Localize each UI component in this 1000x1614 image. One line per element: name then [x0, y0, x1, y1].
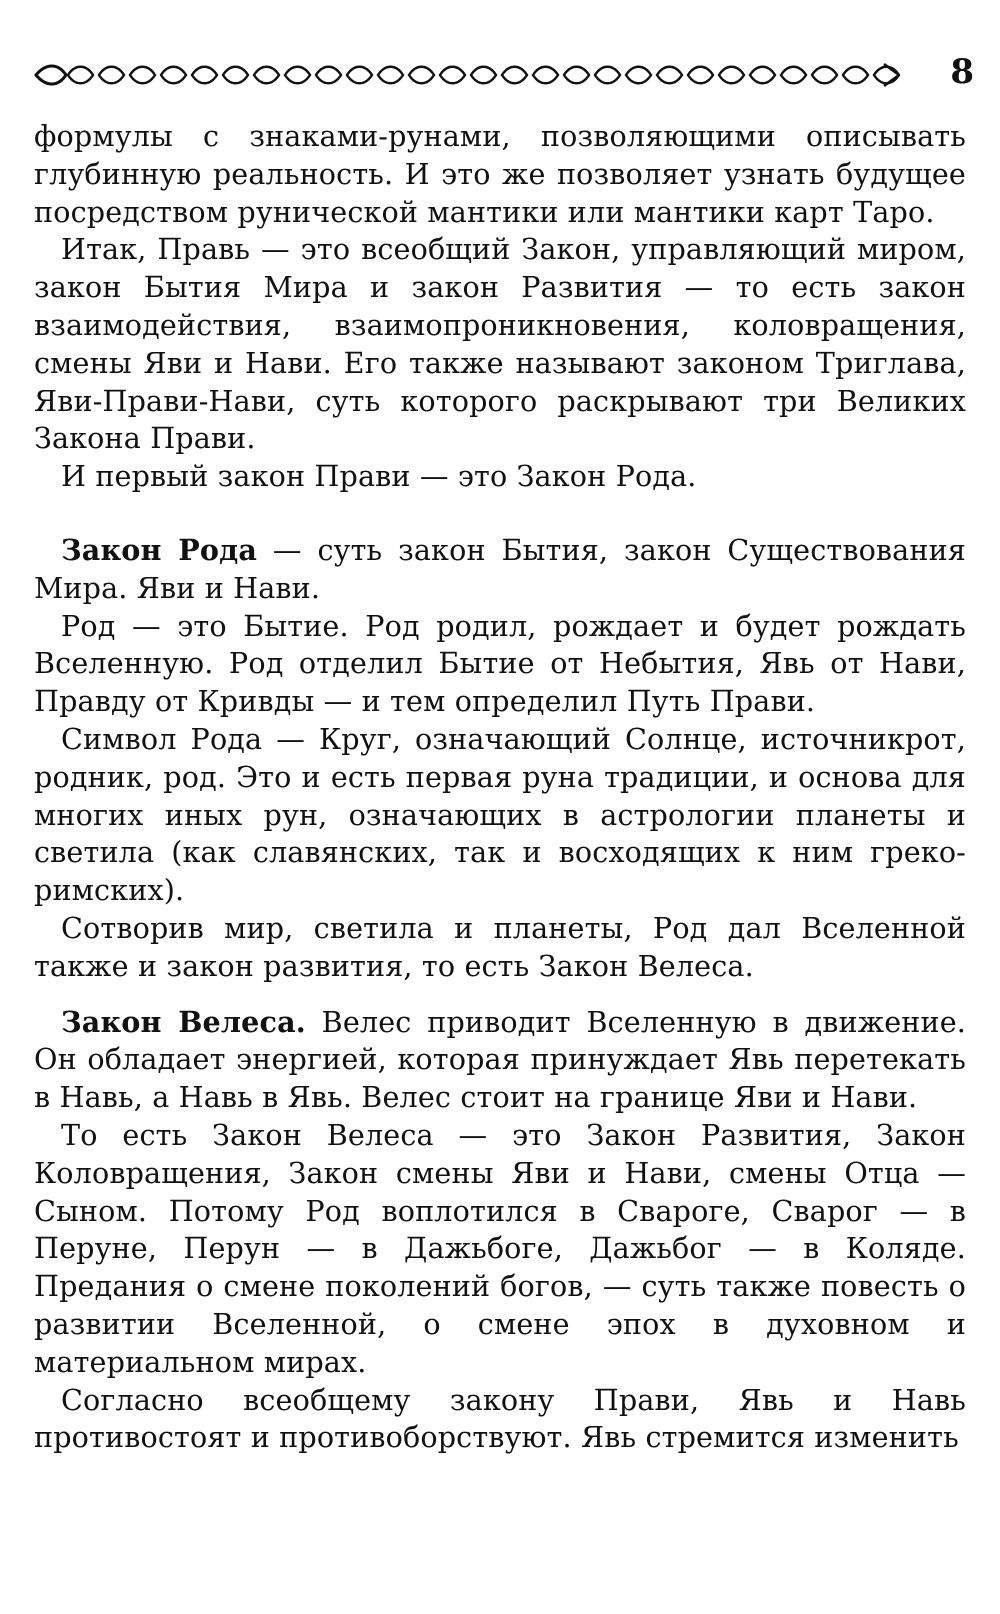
ornament-link [533, 67, 558, 84]
ornament-link [254, 67, 279, 84]
ornament-link [812, 67, 837, 84]
ornament-link [409, 67, 434, 84]
paragraph-10: Согласно всеобщему закону Прави, Явь и Навь противостоят и противоборствуют. Явь стремится изменить [34, 1382, 966, 1455]
ornament-link [595, 67, 620, 84]
ornament-link [471, 67, 496, 84]
page-number: 8 [950, 52, 974, 92]
paragraph-2: Итак, Правь — это всеобщий Закон, управляющий миром, закон Бытия Мира и закон Развития — то есть закон взаимодействия, взаимопроникновения, коловращения, смены Яви и Нави. Его также называют законом Триглава, Яви-Прави-Нави, суть которого раскрывают три Великих Закона Прави. [34, 232, 966, 456]
page-body [34, 118, 966, 1457]
ornament-link [68, 67, 93, 84]
ornament-link [130, 67, 155, 84]
ornament-link [688, 67, 713, 84]
paragraph-3: И первый закон Прави — это Закон Рода. [61, 459, 697, 494]
ornament-link [316, 67, 341, 84]
ornament-border-icon [34, 58, 904, 92]
ornament-links [68, 64, 899, 86]
section-rod-text: — суть закон Бытия, закон Существования Мира. Яви и Нави. [34, 532, 966, 605]
paragraph-9: То есть Закон Велеса — это Закон Развития, Закон Коловращения, Закон смены Яви и Нави, смены Отца — Сыном. Потому Род воплотился в Свароге, Сварог — в Перуне, Перун — в Дажьбоге, Дажьбог — в Коляде. Предания о смене поколений богов, — суть также повесть о развитии Вселенной, о смене эпох в духовном и материальном мирах. [34, 1117, 966, 1379]
ornament-link [161, 67, 186, 84]
ornament-link [564, 67, 589, 84]
ornament-link [99, 67, 124, 84]
ornament-link [192, 67, 217, 84]
paragraph-6: Символ Рода — Круг, означающий Солнце, источникрот, родник, род. Это и есть первая руна традиции, и основа для многих иных рун, означающих в астрологии планеты и светила (как славянских, так и восходящих к ним греко-римских). [34, 721, 966, 908]
ornament-link [843, 67, 868, 84]
paragraph-7: Сотворив мир, светила и планеты, Род дал Вселенной также и закон развития, то есть Закон Велеса. [34, 910, 966, 983]
ornament-link [750, 67, 775, 84]
ornament-link [502, 67, 527, 84]
paragraph-5: Род — это Бытие. Род родил, рождает и будет рождать Вселенную. Род отделил Бытие от Небытия, Явь от Нави, Правду от Кривды — и тем определил Путь Прави. [34, 608, 966, 719]
ornament-link [223, 67, 248, 84]
page-header [34, 52, 974, 96]
paragraph-1: формулы с знаками-рунами, позволяющими описывать глубинную реальность. И это же позволяет узнать будущее посредством рунической мантики или мантики карт Таро. [34, 119, 966, 229]
ornament-link [440, 67, 465, 84]
ornament-link [719, 67, 744, 84]
ornament-link [626, 67, 651, 84]
term-zakon-roda: Закон Рода [61, 532, 258, 567]
section-veles-paragraph [34, 1004, 966, 1117]
section-veles-text: Велес приводит Вселенную в движение. Он обладает энергией, которая принуждает Явь перетекать в Навь, а Навь в Явь. Велес стоит на границе Яви и Нави. [34, 1004, 966, 1115]
ornament-link [657, 67, 682, 84]
section-rod-paragraph [34, 532, 966, 608]
term-zakon-velesa: Закон Велеса. [61, 1004, 306, 1039]
ornament-link [874, 67, 899, 84]
ornament-link [378, 67, 403, 84]
ornament-link [347, 67, 372, 84]
ornament-link [285, 67, 310, 84]
ornament-link [781, 67, 806, 84]
